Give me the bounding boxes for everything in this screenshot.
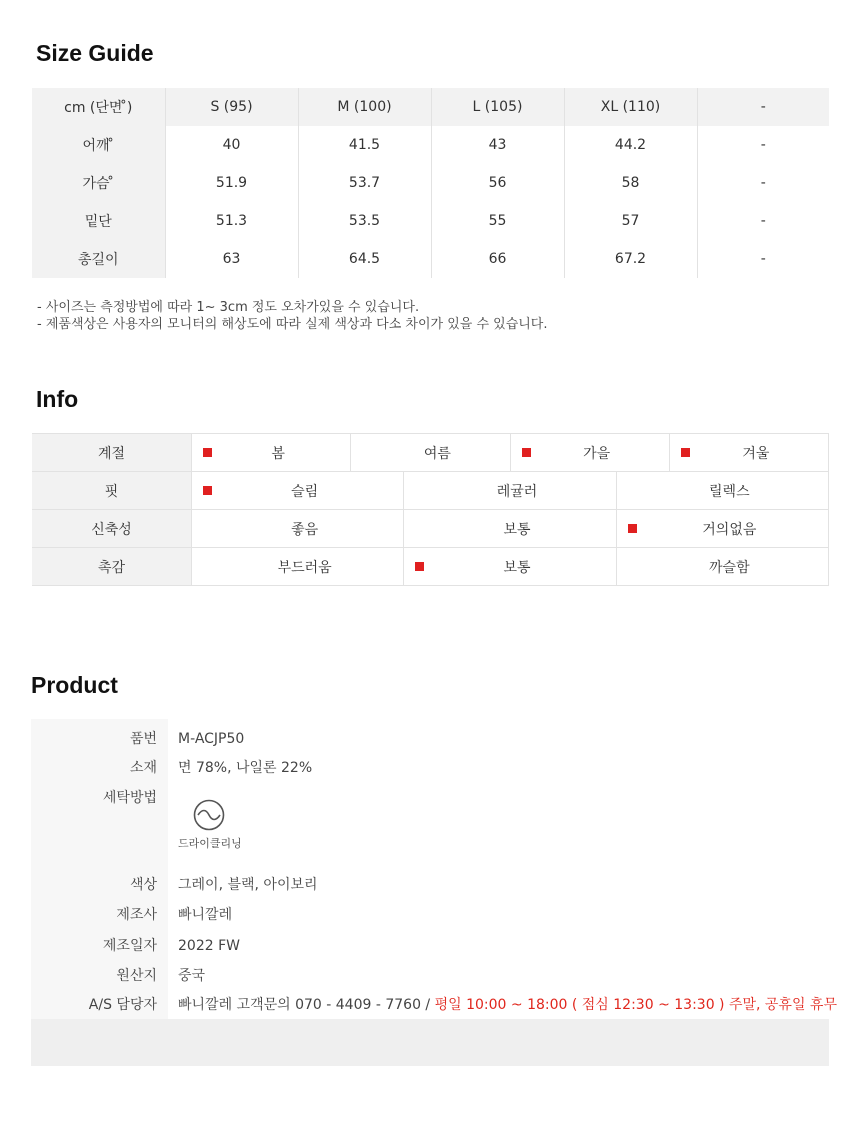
table-cell: 58 <box>564 164 697 202</box>
product-label: 제조일자 <box>102 938 157 954</box>
info-options <box>191 510 829 547</box>
info-option <box>191 434 350 471</box>
option-label: 봄 <box>271 445 285 462</box>
table-cell: - <box>697 240 829 278</box>
selected-marker-icon <box>415 562 424 571</box>
info-option <box>616 510 828 547</box>
table-cell: - <box>697 202 829 240</box>
wash-label: 드라이클리닝 <box>178 837 242 850</box>
info-title: Info <box>36 386 79 412</box>
info-option <box>616 548 828 585</box>
info-row-fit <box>32 472 829 510</box>
table-cell: - <box>697 126 829 164</box>
table-cell: 64.5 <box>298 240 431 278</box>
table-cell: 53.7 <box>298 164 431 202</box>
size-note: - 제품색상은 사용자의 모니터의 해상도에 따라 실제 색상과 다소 차이가 있을 수 있습니다. <box>37 317 548 332</box>
product-row-wash <box>31 786 829 810</box>
size-note: - 사이즈는 측정방법에 따라 1~ 3cm 정도 오차가있을 수 있습니다. <box>37 300 420 315</box>
product-label: 소재 <box>129 760 157 776</box>
selected-marker-icon <box>681 448 690 457</box>
row-label: 어깨 ̊ <box>32 126 165 164</box>
table-cell: 57 <box>564 202 697 240</box>
product-row-date <box>31 934 829 958</box>
info-label: 신축성 <box>91 521 132 538</box>
info-options <box>191 548 829 585</box>
size-notes <box>37 299 548 333</box>
table-cell: 41.5 <box>298 126 431 164</box>
info-option <box>403 472 615 509</box>
product-label: 색상 <box>129 877 157 893</box>
info-option <box>191 548 403 585</box>
info-label: 핏 <box>104 483 119 500</box>
table-cell: 44.2 <box>564 126 697 164</box>
info-option <box>510 434 669 471</box>
option-label: 거의없음 <box>702 521 757 538</box>
option-label: 까슬함 <box>709 559 750 576</box>
info-label: 계절 <box>97 445 126 462</box>
table-header-cell: cm (단면 ̊) <box>32 88 165 126</box>
size-table-header <box>32 88 829 126</box>
info-options <box>191 434 829 471</box>
table-cell: 66 <box>431 240 564 278</box>
product-row-model <box>31 727 829 751</box>
option-label: 보통 <box>503 559 531 576</box>
size-table <box>32 88 829 278</box>
info-label: 촉감 <box>97 559 126 576</box>
info-row-texture <box>32 548 829 585</box>
product-value <box>178 993 837 1017</box>
info-option <box>403 548 615 585</box>
selected-marker-icon <box>628 524 637 533</box>
product-label: A/S 담당자 <box>88 997 157 1013</box>
table-row <box>32 126 829 164</box>
product-title: Product <box>31 672 118 698</box>
product-footer-band <box>31 1019 829 1066</box>
table-header-cell: - <box>697 88 829 126</box>
selected-marker-icon <box>203 448 212 457</box>
table-header-cell: S (95) <box>165 88 298 126</box>
table-row <box>32 164 829 202</box>
product-value: 면 78%, 나일론 22% <box>178 760 313 776</box>
row-label: 가슴 ̊ <box>32 164 165 202</box>
info-option <box>616 472 828 509</box>
as-contact: 빠니깔레 고객문의 070 - 4409 - 7760 / <box>178 997 435 1013</box>
product-row-origin <box>31 964 829 988</box>
table-cell: 63 <box>165 240 298 278</box>
info-option <box>669 434 828 471</box>
row-label: 밑단 <box>32 202 165 240</box>
option-label: 여름 <box>423 445 451 462</box>
product-value: 2022 FW <box>178 938 240 954</box>
info-option <box>403 510 615 547</box>
table-cell: 43 <box>431 126 564 164</box>
table-row <box>32 202 829 240</box>
product-label: 원산지 <box>116 968 157 984</box>
product-row-material <box>31 756 829 780</box>
option-label: 릴렉스 <box>709 483 750 500</box>
product-value: M-ACJP50 <box>178 731 245 747</box>
table-cell: 53.5 <box>298 202 431 240</box>
product-row-as <box>31 993 837 1017</box>
table-cell: 67.2 <box>564 240 697 278</box>
product-label: 세탁방법 <box>102 790 157 806</box>
option-label: 보통 <box>503 521 531 538</box>
product-row-color <box>31 873 829 897</box>
dry-clean-icon <box>192 798 226 832</box>
info-option <box>350 434 509 471</box>
info-options <box>191 472 829 509</box>
table-cell: 55 <box>431 202 564 240</box>
table-row <box>32 240 829 278</box>
option-label: 좋음 <box>291 521 319 538</box>
option-label: 부드러움 <box>277 559 332 576</box>
table-header-cell: L (105) <box>431 88 564 126</box>
info-option <box>191 472 403 509</box>
product-value: 빠니깔레 <box>178 907 233 923</box>
option-label: 레귤러 <box>496 483 538 500</box>
product-value: 중국 <box>178 968 206 984</box>
selected-marker-icon <box>522 448 531 457</box>
as-hours: 평일 10:00 ~ 18:00 ( 점심 12:30 ~ 13:30 ) 주말, 공휴일 휴무 <box>434 997 837 1013</box>
selected-marker-icon <box>203 486 212 495</box>
table-cell: - <box>697 164 829 202</box>
table-header-cell: M (100) <box>298 88 431 126</box>
product-row-maker <box>31 903 829 927</box>
product-value: 그레이, 블랙, 아이보리 <box>178 877 318 893</box>
table-cell: 51.9 <box>165 164 298 202</box>
table-cell: 51.3 <box>165 202 298 240</box>
option-label: 겨울 <box>742 445 770 462</box>
product-label: 제조사 <box>116 907 157 923</box>
option-label: 슬림 <box>291 483 319 500</box>
info-row-stretch <box>32 510 829 548</box>
table-cell: 56 <box>431 164 564 202</box>
product-label: 품번 <box>129 731 157 747</box>
row-label: 총길이 <box>32 240 165 278</box>
product-details <box>31 719 837 1066</box>
info-table <box>32 433 829 586</box>
table-cell: 40 <box>165 126 298 164</box>
table-header-cell: XL (110) <box>564 88 697 126</box>
option-label: 가을 <box>583 445 611 462</box>
info-row-season <box>32 434 829 472</box>
size-guide-title: Size Guide <box>36 40 154 66</box>
info-option <box>191 510 403 547</box>
